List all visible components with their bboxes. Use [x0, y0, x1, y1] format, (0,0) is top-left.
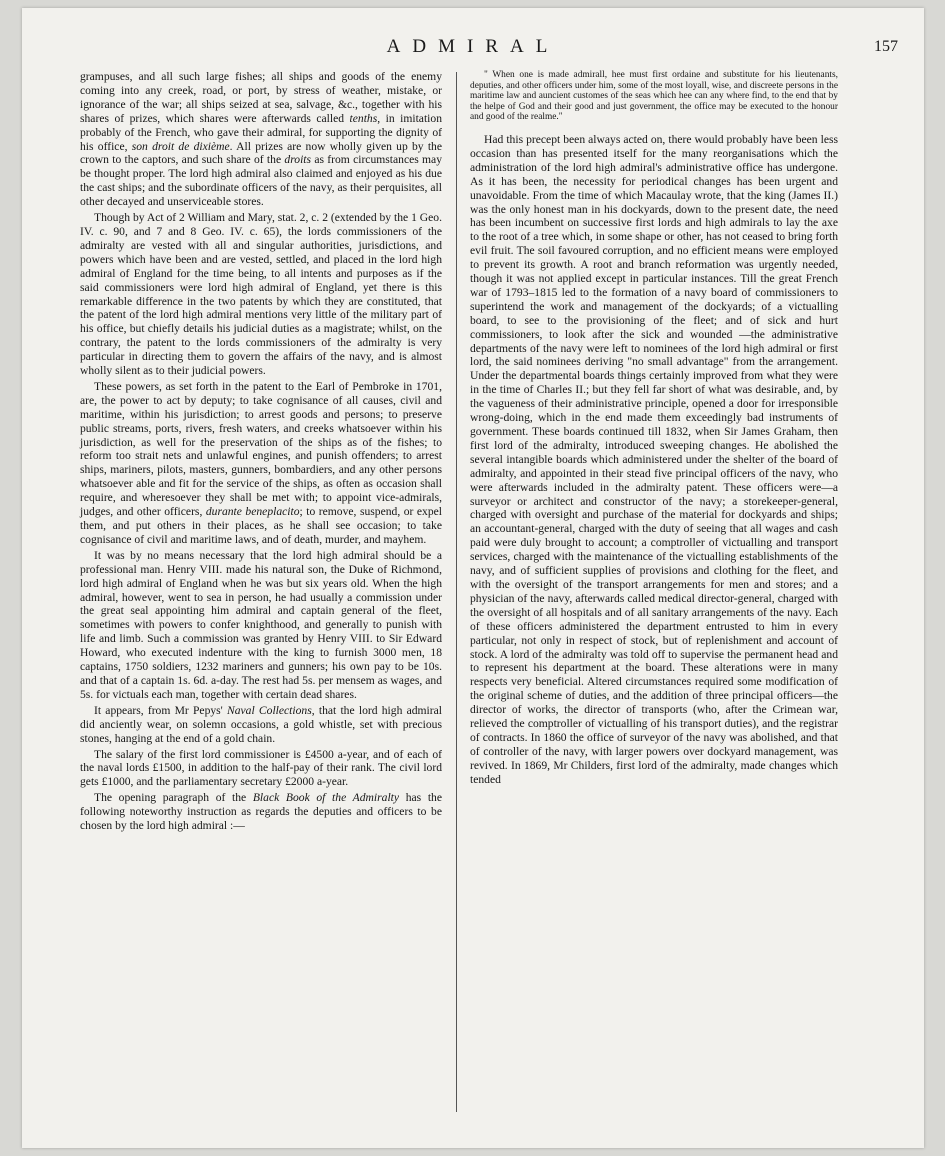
left-column [80, 70, 442, 835]
paragraph: It was by no means necessary that the lord high admiral should be a professional man. Henry VIII. made his natural son, the Duke of Richmond, lord high admiral of England when he was but six years old. When the high admiral, however, went to sea in person, he had usually a commission under the great seal appointing him admiral and captain general of the fleet, sometimes with powers to confer knighthood, and generally to punish with life and limb. Such a commission was granted by Henry VIII. to Sir Edward Howard, who executed indenture with the king to furnish 3000 men, 18 captains, 1750 soldiers, 1232 mariners and gunners; his own pay to be 10s. and that of a captain 1s. 6d. a-day. The rest had 5s. per mensem as wages, and 5s. for victuals each man, together with certain dead shares. [80, 548, 442, 701]
running-head: ADMIRAL [386, 36, 560, 57]
paragraph: Though by Act of 2 William and Mary, stat. 2, c. 2 (extended by the 1 Geo. IV. c. 90, and 7 and 8 Geo. IV. c. 65), the lords commissioners of the admiralty are vested with all and singular authorities, jurisdictions, and powers which have been and are vested, settled, and placed in the lord high admiral of England for the time being, to all intents and purposes as if the said commissioners were lord high admiral of England, yet there is this remarkable difference in the two patents by which they are constituted, that the patent of the lord high admiral mentions very little of the military part of his office, but chiefly details his judicial duties as a magistrate; whilst, on the contrary, the patent to the lords commissioners of the admiralty is very particular in directing them to govern the affairs of the navy, and is almost wholly silent as to their judicial powers. [80, 211, 442, 378]
paragraph: It appears, from Mr Pepys' Naval Collections, that the lord high admiral did anciently wear, on solemn occasions, a gold whistle, set with precious stones, hanging at the end of a gold chain. [80, 703, 442, 745]
paragraph: The salary of the first lord commissioner is £4500 a-year, and of each of the naval lords £1500, in addition to the half-pay of their rank. The civil lord gets £1000, and the parliamentary secretary £2000 a-year. [80, 747, 442, 789]
page-number: 157 [874, 38, 898, 55]
column-rule [456, 72, 457, 1112]
right-column [470, 70, 838, 789]
paragraph: Had this precept been always acted on, there would probably have been less occasion than has presented itself for the many reorganisations which the administration of the lord high admiral's administrative office has undergone. As it has been, the necessity for periodical changes has been urgent and unavoidable. From the time of which Macaulay wrote, that the king (James II.) was the only honest man in his dockyards, down to the present date, the need has been incumbent on successive first lords and high admirals to lay the axe to the root of a tree which, in some shape or other, has not ceased to bring forth evil fruit. The soil favoured corruption, and no efficient means were employed to prevent its growth. A root and branch reformation was urgently needed, though it was not applied except in particular instances. Till the great French war of 1793–1815 led to the formation of a navy board of commissioners to superintend the work and management of the dockyards; of a victualling board, to see to the provisioning of the fleet; and of sick and hurt commissioners, to look after the sick and wounded —the administrative departments of the navy were left to nominees of the lord high admiral or first lord, the said nominees deriving "no small advantage" from the arrangement. Under the departmental boards things certainly improved from what they were in the time of Charles II.; but they fell far short of what was desirable, and, by the vagueness of their administrative principle, opened a door for irresponsible wrong-doing, which in the end made them exceedingly bad instruments of government. These boards continued till 1832, when Sir James Graham, then first lord of the admiralty, introduced sweeping changes. He abolished the several intangible boards which administered under the shelter of the board of admiralty, and appointed in their stead five principal officers of the navy, who were afterwards included in the admiralty patent. These officers were—a surveyor or architect and constructor of the navy; a storekeeper-general, charged with oversight and purchase of the material for dockyards and ships; an accountant-general, charged with the duty of seeing that all wages and cash paid were duly brought to account; a comptroller of victualling and transport services, charged with the maintenance of the victualling establishments of the navy, and of sufficient supplies of provisions and clothing for the fleet, and with the oversight of the transport arrangements for men and stores; and a physician of the navy, afterwards called medical director-general, charged with the oversight of all hospitals and of all sanitary arrangements of the navy. Each of these officers administered the department entrusted to him in every particular, not only in respect of stock, but of replenishment and account of stock. A lord of the admiralty was told off to supervise the permanent head and to represent his department at the board. These alterations were in many respects very beneficial. Altered circumstances required some modification of the original scheme of duties, and the addition of three principal officers—the director of works, the director of transports (who, after the Crimean war, relieved the comptroller of victualling of his transport duties), and the registrar of contracts. In 1860 the office of surveyor of the navy was abolished, and that of controller of the navy, with larger powers over dockyard management, was revived. In 1869, Mr Childers, first lord of the admiralty, made changes which tended [470, 132, 838, 786]
paragraph: These powers, as set forth in the patent to the Earl of Pembroke in 1701, are, the power to act by deputy; to take cognisance of all causes, civil and maritime, within his jurisdiction; to arrest goods and persons; to preserve public streams, ports, rivers, fresh waters, and creeks whatsoever within his jurisdiction, as well for the preservation of the ships as of the fishes; to reform too strait nets and unlawful engines, and punish offenders; to arrest ships, mariners, pilots, masters, gunners, bombardiers, and any other persons whatsoever able and fit for the service of the ships, as often as occasion shall require, and wheresoever they shall be met with; to appoint vice-admirals, judges, and other officers, durante beneplacito; to remove, suspend, or expel them, and put others in their places, as he shall see occasion; to take cognisance of civil and maritime laws, and of death, murder, and mayhem. [80, 379, 442, 546]
page [22, 8, 924, 1148]
block-quote: " When one is made admirall, hee must first ordaine and substitute for his lieutenants, deputies, and other officers under him, some of the most loyall, wise, and discreete persons in the maritime law and auncient customes of the seas which hee can any where find, to the end that by the helpe of God and their good and just government, the office may be executed to the honour and good of the realme." [470, 70, 838, 123]
paragraph: The opening paragraph of the Black Book of the Admiralty has the following noteworthy instruction as regards the deputies and officers to be chosen by the lord high admiral :— [80, 791, 442, 833]
paragraph: grampuses, and all such large fishes; all ships and goods of the enemy coming into any creek, road, or port, by stress of weather, mistake, or ignorance of the war; all ships seized at sea, salvage, &c., together with his shares of prizes, which shares were afterwards called tenths, in imitation probably of the French, who gave their admiral, for supporting the dignity of his office, son droit de dixième. All prizes are now wholly given up by the crown to the captors, and such share of the droits as from circumstances may be thought proper. The lord high admiral also claimed and enjoyed as his due the cast ships; and the subordinate officers of the navy, as their perquisites, all other decayed and unserviceable stores. [80, 70, 442, 209]
